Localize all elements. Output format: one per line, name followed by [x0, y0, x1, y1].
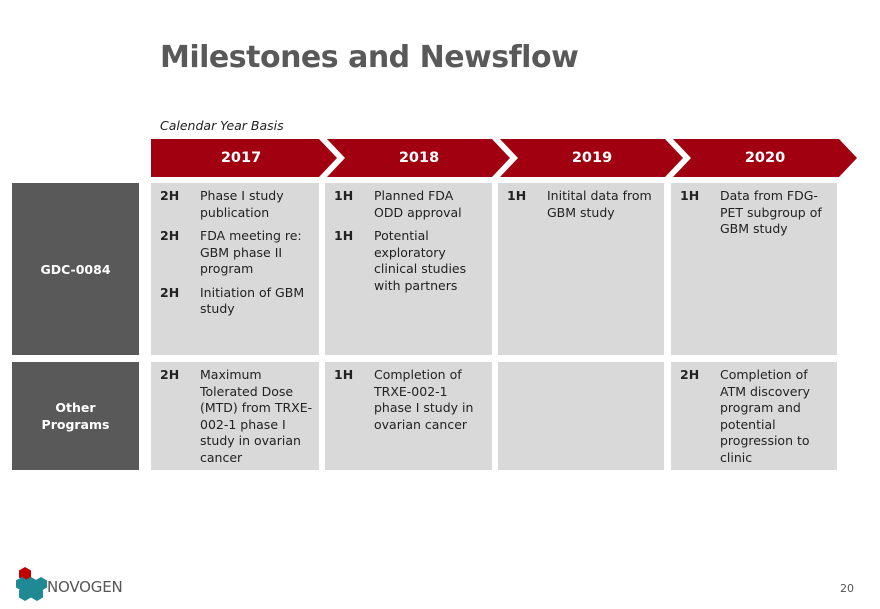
milestone-entry: [160, 188, 313, 221]
milestone-description: Initiation of GBM study: [200, 284, 305, 316]
milestone-cell: [671, 183, 837, 355]
milestone-half: 1H: [334, 228, 354, 243]
year-label-2018: 2018: [398, 150, 440, 166]
milestone-cell: [498, 362, 664, 470]
year-label-2017: 2017: [220, 150, 262, 166]
milestone-cell: [671, 362, 837, 470]
year-label-2019: 2019: [571, 150, 613, 166]
milestone-entry: [507, 188, 658, 221]
milestone-cell: [151, 183, 319, 355]
milestone-entry: [334, 367, 486, 433]
milestone-half: 2H: [160, 228, 180, 243]
milestone-half: 2H: [160, 284, 180, 300]
row-label-gdc-0084: GDC-0084: [12, 183, 139, 355]
year-label-2020: 2020: [744, 150, 786, 166]
milestone-half: 1H: [507, 188, 527, 203]
milestone-cell: [325, 183, 492, 355]
milestone-description: Phase I study publication: [200, 188, 284, 220]
logo-wordmark: NOVOGEN: [47, 578, 123, 596]
milestone-entry: [160, 285, 313, 318]
milestone-half: 1H: [334, 188, 354, 203]
subtitle: Calendar Year Basis: [160, 118, 284, 133]
milestone-description: Data from FDG-PET subgroup of GBM study: [720, 188, 822, 236]
milestone-description: Planned FDA ODD approval: [374, 188, 462, 220]
milestone-cell: [151, 362, 319, 470]
milestone-entry: [160, 367, 313, 466]
milestone-entry: [680, 188, 831, 238]
milestone-entry: [334, 228, 486, 294]
milestone-description: Potential exploratory clinical studies with partners: [374, 228, 467, 293]
milestone-entry: [680, 367, 831, 466]
milestone-cell: [325, 362, 492, 470]
milestone-half: 2H: [160, 367, 180, 382]
milestone-half: 2H: [680, 367, 700, 382]
milestone-entry: [160, 228, 313, 278]
page-number: 20: [840, 582, 854, 595]
milestone-cell: [498, 183, 664, 355]
milestone-description: FDA meeting re: GBM phase II program: [200, 228, 302, 276]
milestone-half: 2H: [160, 188, 180, 203]
milestone-description: Completion of ATM discovery program and potential progression to clinic: [720, 367, 811, 465]
milestone-half: 1H: [334, 367, 354, 382]
row-label-other-programs: Other Programs: [12, 362, 139, 470]
novogen-logo-icon: [16, 566, 50, 602]
milestone-description: Completion of TRXE-002-1 phase I study in ovarian cancer: [374, 367, 474, 432]
milestone-description: Initital data from GBM study: [547, 188, 652, 220]
milestone-half: 1H: [680, 188, 700, 203]
page-title: Milestones and Newsflow: [160, 40, 579, 75]
milestone-entry: [334, 188, 486, 221]
milestone-description: Maximum Tolerated Dose (MTD) from TRXE-002-1 phase I study in ovarian cancer: [200, 367, 313, 465]
